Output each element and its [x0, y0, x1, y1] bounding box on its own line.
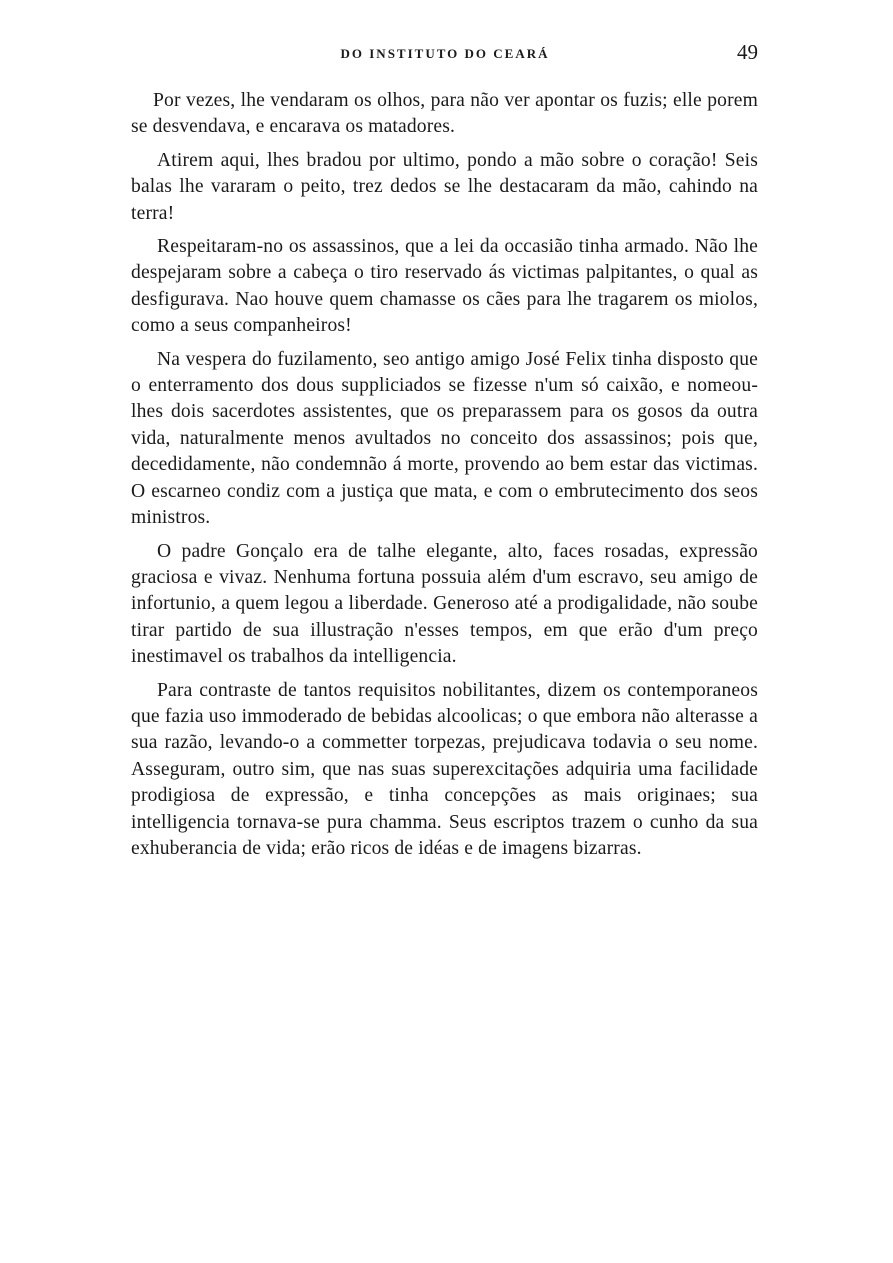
paragraph: Por vezes, lhe vendaram os olhos, para não ver apontar os fuzis; elle porem se desvendava, e encarava os matadores.: [131, 90, 758, 138]
running-title: DO INSTITUTO DO CEARÁ: [340, 46, 550, 61]
paragraph: O padre Gonçalo era de talhe elegante, alto, faces rosadas, expressão graciosa e vivaz. Nenhuma fortuna possuia além d'um escravo, seu amigo de infortunio, a quem legou a liberdade. Generoso até a prodigalidade, não soube tirar partido de sua illustração n'esses tempos, em que erão d'um preço inestimavel os trabalhos da intelligencia.: [131, 540, 758, 668]
page-number: 49: [737, 40, 758, 64]
body-text: [131, 88, 758, 869]
paragraph: Atirem aqui, lhes bradou por ultimo, pondo a mão sobre o coração! Seis balas lhe vararam o peito, trez dedos se lhe destacaram da mão, cahindo na terra!: [131, 149, 758, 224]
paragraph: Para contraste de tantos requisitos nobilitantes, dizem os contemporaneos que fazia uso immoderado de bebidas alcoolicas; o que embora não alterasse a sua razão, levando-o a commetter torpezas, prejudicava todavia o seu nome. Asseguram, outro sim, que nas suas superexcitações adquiria uma facilidade prodigiosa de expressão, e tinha concepções as mais originaes; sua intelligencia tornava-se pura chamma. Seus escriptos trazem o cunho da sua exhuberancia de vida; erão ricos de idéas e de imagens bizarras.: [131, 679, 758, 859]
running-header: [130, 40, 760, 70]
paragraph: Na vespera do fuzilamento, seo antigo amigo José Felix tinha disposto que o enterramento dos dous suppliciados se fizesse n'um só caixão, e nomeou-lhes dois sacerdotes assistentes, que os preparassem para os gosos da outra vida, naturalmente menos avultados no conceito dos assassinos; pois que, decedidamente, não condemnão á morte, provendo ao bem estar das victimas. O escarneo condiz com a justiça que mata, e com o embrutecimento dos seos ministros.: [131, 348, 758, 529]
paragraph: Respeitaram-no os assassinos, que a lei da occasião tinha armado. Não lhe despejaram sobre a cabeça o tiro reservado ás victimas palpitantes, o qual as desfigurava. Nao houve quem chamasse os cães para lhe tragarem os miolos, como a seus companheiros!: [131, 236, 758, 337]
